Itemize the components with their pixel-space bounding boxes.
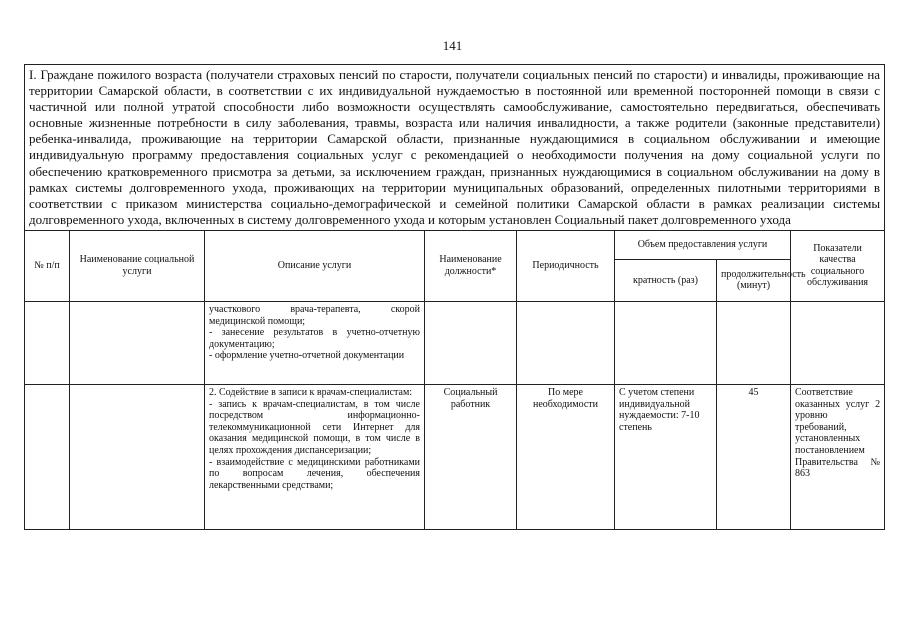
cell-service-name <box>70 301 205 384</box>
table-row <box>25 301 885 384</box>
cell-description: 2. Содействие в записи к врачам-специалистам: - запись к врачам-специалистам, в том числе посредством информационно-телекоммуникационной сети Интернет для оказания медицинской помощи, в том числе в целях прохождения диспансеризации; - взаимодействие с медицинскими работниками по вопросам лечения, обеспечения лекарственными средствами; <box>205 384 425 529</box>
cell-position: Социальный работник <box>425 384 517 529</box>
header-row-1 <box>25 230 885 259</box>
header-periodicity: Периодичность <box>517 230 615 301</box>
cell-service-name <box>70 384 205 529</box>
header-service-name: Наименование социальной услуги <box>70 230 205 301</box>
header-duration: продолжительность (минут) <box>717 259 791 301</box>
cell-frequency <box>615 301 717 384</box>
cell-duration: 45 <box>717 384 791 529</box>
services-table <box>24 64 885 530</box>
table-row <box>25 384 885 529</box>
header-description: Описание услуги <box>205 230 425 301</box>
header-num: № п/п <box>25 230 70 301</box>
cell-frequency: С учетом степени индивидуальной нуждаемости: 7-10 степень <box>615 384 717 529</box>
section-title: I. Граждане пожилого возраста (получатели страховых пенсий по старости, получатели социальных пенсий по старости) и инвалиды, проживающие на территории Самарской области, в соответствии с их индивидуальной нуждаемостью в постоянной или временной посторонней помощи в связи с частичной или полной утратой способности либо возможности осуществлять самообслуживание, самостоятельно передвигаться, обеспечивать основные жизненные потребности в силу заболевания, травмы, возраста или наличия инвалидности, а также родители (законные представители) ребенка-инвалида, проживающие на территории Самарской области, признанные нуждающимися в социальном обслуживании и имеющие индивидуальную программу предоставления социальных услуг с рекомендацией о необходимости получения на дому социальной услуги по обеспечению кратковременного присмотра за детьми, за исключением граждан, признанных нуждающимися в социальном обслуживании на дому в рамках системы долговременного ухода, проживающих на территории муниципальных образований, определенных пилотными территориями в соответствии с приказом министерства социально-демографической и семейной политики Самарской области в рамках реализации системы долговременного ухода, включенных в систему долговременного ухода и которым установлен Социальный пакет долговременного ухода <box>25 65 885 231</box>
page-number: 141 <box>442 38 463 53</box>
cell-description: участкового врача-терапевта, скорой медицинской помощи; - занесение результатов в учетно-отчетную документацию; - оформление учетно-отчетной документации <box>205 301 425 384</box>
header-quality: Показатели качества социального обслуживания <box>791 230 885 301</box>
cell-quality: Соответствие оказанных услуг 2 уровню требований, установленных постановлением Правительства № 863 <box>791 384 885 529</box>
cell-periodicity <box>517 301 615 384</box>
section-title-row <box>25 65 885 231</box>
cell-periodicity: По мере необходимости <box>517 384 615 529</box>
cell-position <box>425 301 517 384</box>
header-frequency: кратность (раз) <box>615 259 717 301</box>
cell-num <box>25 384 70 529</box>
header-volume: Объем предоставления услуги <box>615 230 791 259</box>
header-position: Наименование должности* <box>425 230 517 301</box>
cell-quality <box>791 301 885 384</box>
cell-num <box>25 301 70 384</box>
cell-duration <box>717 301 791 384</box>
